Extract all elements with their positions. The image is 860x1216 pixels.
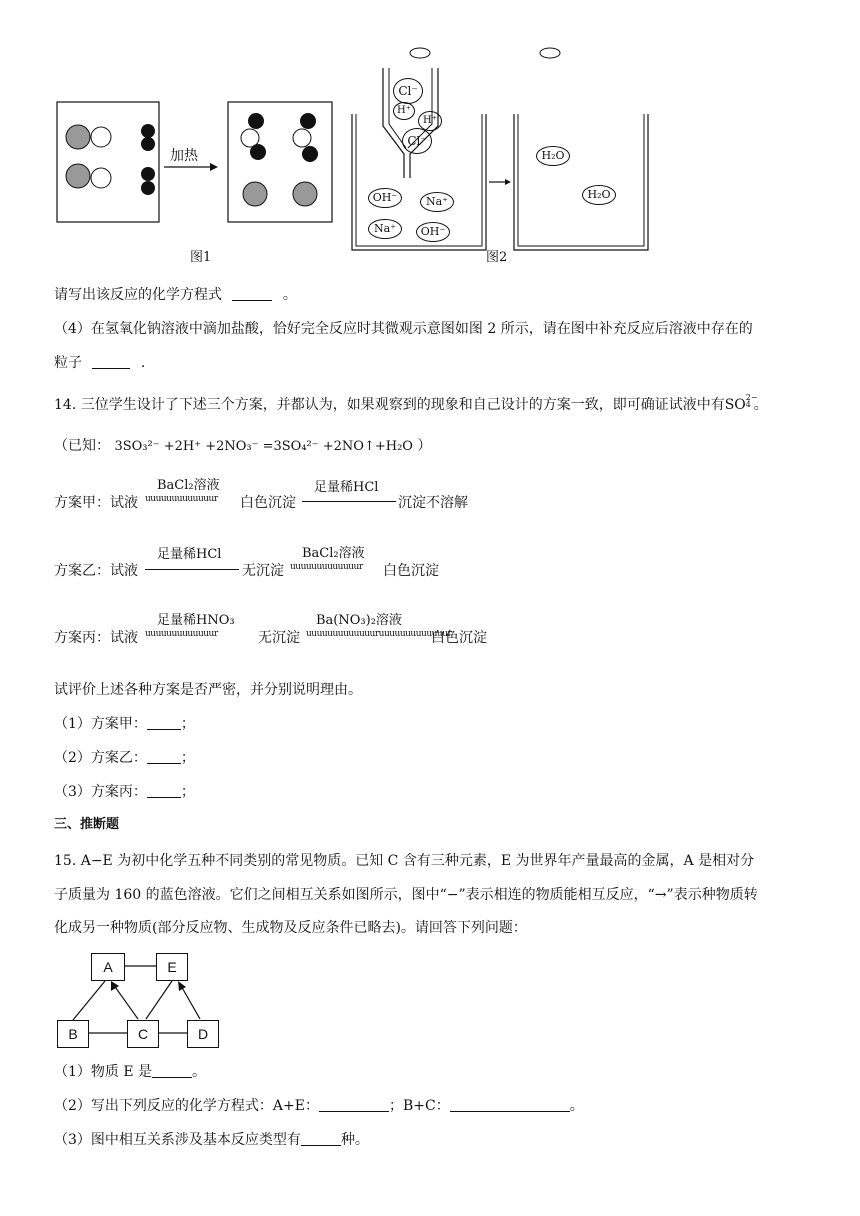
q14-evaluate: 试评价上述各种方案是否严密，并分别说明理由。 [54,682,362,698]
plan-c-arrow1: 足量稀HNO₃ uuuuuuuuuuuuur [145,613,235,639]
plan-a-end: 沉淀不溶解 [398,495,468,511]
black-atom [141,137,155,151]
fig1-caption: 图1 [190,250,212,265]
gray-atom [66,125,90,149]
white-atom [293,129,311,147]
plan-b-arrow1: 足量稀HCl [145,549,241,573]
answer-blank[interactable] [319,1097,389,1112]
q14-known-equation: （已知： 3SO₃²⁻ +2H⁺ +2NO₃⁻ =3SO₄²⁻ +2NO↑+H₂O ） [54,438,432,454]
answer-blank[interactable] [147,783,181,798]
answer-blank[interactable] [232,286,272,301]
plan-c-mid: 无沉淀 [258,630,300,646]
ion-cl-1: Cl⁻ [393,78,423,104]
ion-na-2: Na⁺ [368,219,402,239]
beaker-right [514,114,648,250]
white-atom [91,168,111,188]
fig1-before-box [57,102,159,222]
node-d: D [187,1020,219,1048]
ion-cl-2: Cl⁻ [402,128,432,154]
fig1-heat-label: 加热 [170,148,198,164]
black-atom [302,146,318,162]
plan-c-end: 白色沉淀 [431,630,487,646]
plan-b-arrow2: BaCl₂溶液 uuuuuuuuuuuuur [290,546,365,572]
heat-arrow-head [210,163,218,171]
black-atom [141,167,155,181]
fig1-after-box [228,102,332,222]
answer-blank[interactable] [147,749,181,764]
gray-atom [293,182,317,206]
white-atom [91,127,111,147]
node-a: A [91,953,125,981]
answer-blank[interactable] [147,715,181,730]
section-title: 三、推断题 [54,817,120,832]
ion-oh-2: OH⁻ [416,222,450,242]
gray-atom [243,182,267,206]
ion-oh-1: OH⁻ [368,188,402,208]
ion-h-2: H⁺ [418,111,442,131]
beaker-right-inner [518,114,644,246]
node-e: E [156,953,188,981]
gray-atom [66,164,90,188]
q14-sub2: （2）方案乙： ； [54,750,195,766]
plan-c-arrow2: Ba(NO₃)₂溶液 uuuuuuuuuuuuuruuuuuuuuuuuuur [306,613,452,639]
answer-blank[interactable] [450,1097,570,1112]
plan-a-arrow2: 足量稀HCl [302,482,398,506]
q15-sub3: （3）图中相互关系涉及基本反应类型有 种。 [54,1132,369,1148]
black-atom [250,144,266,160]
q14-sub3: （3）方案丙： ； [54,784,195,800]
node-b: B [57,1020,89,1048]
ion-h-1: H⁺ [393,102,415,120]
molecule-h2o-1: H₂O [536,146,570,166]
q13-part4-line2: 粒子 . [54,355,146,371]
fig2-caption: 图2 [486,250,508,265]
q15-stem-line1: 15. A−E 为初中化学五种不同类别的常见物质。已知 C 含有三种元素，E 为世界年产量最高的金属，A 是相对分 [54,853,755,869]
plan-c-label: 方案丙：试液 [54,630,138,646]
q14-stem: 14. 三位学生设计了下述三个方案，并都认为，如果观察到的现象和自己设计的方案一致，即可确证试液中有SO2− 4 。 [54,393,768,413]
q15-stem-line3: 化成另一种物质(部分反应物、生成物及反应条件已略去)。请回答下列问题： [54,920,527,936]
molecule-h2o-2: H₂O [582,185,616,205]
plan-a-arrow1: BaCl₂溶液 uuuuuuuuuuuuur [145,478,220,504]
answer-blank[interactable] [152,1063,192,1078]
q15-sub2: （2）写出下列反应的化学方程式：A+E： ；B+C： 。 [54,1098,584,1114]
black-atom [300,113,316,129]
node-c: C [127,1020,159,1048]
black-atom [141,181,155,195]
answer-blank[interactable] [92,354,130,369]
plan-a-label: 方案甲：试液 [54,495,138,511]
plan-b-mid: 无沉淀 [242,563,284,579]
plan-a-mid: 白色沉淀 [240,495,296,511]
black-atom [248,113,264,129]
plan-b-label: 方案乙：试液 [54,563,138,579]
q15-stem-line2: 子质量为 160 的蓝色溶液。它们之间相互关系如图所示，图中“−”表示相连的物质能相互反应，“→”表示种物质转 [54,887,758,903]
q13-equation-prompt: 请写出该反应的化学方程式 。 [54,287,297,303]
q14-sub1: （1）方案甲： ； [54,716,195,732]
q13-part4-line1: （4）在氢氧化钠溶液中滴加盐酸，恰好完全反应时其微观示意图如图 2 所示，请在图中补充反应后溶液中存在的 [54,321,753,337]
answer-blank[interactable] [301,1131,341,1146]
q15-sub1: （1）物质 E 是 。 [54,1064,207,1080]
plan-b-end: 白色沉淀 [383,563,439,579]
reaction-arrow-head [505,179,511,185]
ion-na-1: Na⁺ [420,192,454,212]
black-atom [141,124,155,138]
